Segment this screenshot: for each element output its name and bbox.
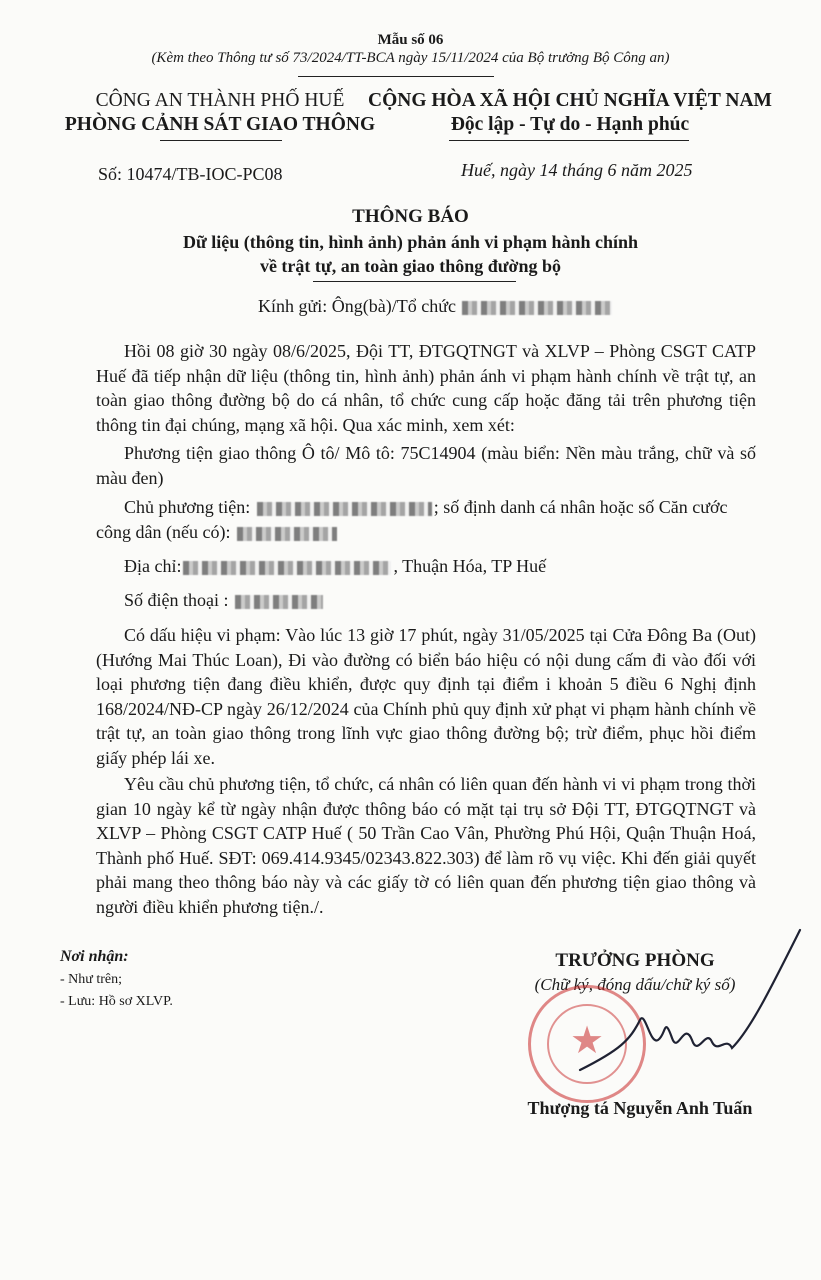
- address-line: [124, 556, 546, 577]
- owner-id-label: công dân (nếu có):: [96, 522, 231, 542]
- redacted-address: [183, 561, 391, 575]
- nation-motto: Độc lập - Tự do - Hạnh phúc: [450, 114, 690, 135]
- signer-name: Thượng tá Nguyễn Anh Tuấn: [527, 1098, 753, 1118]
- divider: [298, 76, 494, 77]
- owner-id-line: [96, 522, 339, 543]
- document-date: Huế, ngày 14 tháng 6 năm 2025: [461, 160, 693, 180]
- document-subtitle: Dữ liệu (thông tin, hình ảnh) phản ánh vi phạm hành chính: [183, 232, 638, 252]
- form-number: Mẫu số 06: [377, 32, 444, 48]
- recipient-label: Kính gửi: Ông(bà)/Tổ chức: [258, 296, 456, 316]
- signature-note: (Chữ ký, đóng dấu/chữ ký số): [534, 975, 736, 994]
- recipient-item: - Như trên;: [60, 972, 123, 987]
- recipients-label: Nơi nhận:: [60, 948, 129, 965]
- owner-line: [124, 497, 727, 518]
- document-number: Số: 10474/TB-IOC-PC08: [98, 164, 283, 184]
- body-paragraph: Hồi 08 giờ 30 ngày 08/6/2025, Đội TT, ĐTGQTNGT và XLVP – Phòng CSGT CATP Huế đã tiếp nhận dữ liệu (thông tin, hình ảnh) phản ánh vi phạm hành chính về trật tự, an toàn giao thông đường bộ do cá nhân, tổ chức cung cấp hoặc đăng tải trên phương tiện thông tin đại chúng, mạng xã hội. Qua xác minh, xem xét:: [96, 341, 756, 435]
- form-attachment-note: (Kèm theo Thông tư số 73/2024/TT-BCA ngày 15/11/2024 của Bộ trưởng Bộ Công an): [151, 50, 670, 66]
- redacted-phone: [235, 595, 323, 609]
- request-paragraph: Yêu cầu chủ phương tiện, tổ chức, cá nhân có liên quan đến hành vi vi phạm trong thời gian 10 ngày kể từ ngày nhận được thông báo có mặt tại trụ sở Đội TT, ĐTGQTNGT và XLVP – Phòng CSGT CATP Huế ( 50 Trần Cao Vân, Phường Phú Hội, Quận Thuận Hoá, Thành phố Huế. SĐT: 069.414.9345/02343.822.303) để làm rõ vụ việc. Khi đến giải quyết phải mang theo thông báo này và các giấy tờ có liên quan đến phương tiện giao thông và người điều khiển phương tiện./.: [96, 774, 756, 917]
- vehicle-paragraph: Phương tiện giao thông Ô tô/ Mô tô: 75C14904 (màu biển: Nền màu trắng, chữ và số màu đen): [96, 443, 756, 488]
- department-name: PHÒNG CẢNH SÁT GIAO THÔNG: [64, 114, 376, 135]
- phone-label: Số điện thoại :: [124, 590, 229, 610]
- address-city: , Thuận Hóa, TP Huế: [393, 556, 547, 576]
- violation-paragraph: Có dấu hiệu vi phạm: Vào lúc 13 giờ 17 phút, ngày 31/05/2025 tại Cửa Đông Ba (Out) (Hướng Mai Thúc Loan), Đi vào đường có biển báo hiệu có nội dung cấm đi vào đối với loại phương tiện đang điều khiển, được quy định tại điểm i khoản 5 điều 6 Nghị định 168/2024/NĐ-CP ngày 26/12/2024 của Chính phủ quy định xử phạt vi phạm hành chính về trật tự, an toàn giao thông trong lĩnh vực giao thông đường bộ; trừ điểm, phục hồi điểm giấy phép lái xe.: [96, 625, 756, 768]
- divider: [313, 281, 516, 282]
- redacted-id: [237, 527, 337, 541]
- phone-line: [124, 590, 325, 611]
- document-subtitle: về trật tự, an toàn giao thông đường bộ: [259, 256, 562, 276]
- redacted-owner: [257, 502, 432, 516]
- address-label: Địa chỉ:: [124, 556, 182, 576]
- redacted-recipient: [462, 301, 612, 315]
- document-title: THÔNG BÁO: [352, 206, 469, 227]
- recipient-line: [258, 296, 614, 317]
- divider: [449, 140, 689, 141]
- recipient-item: - Lưu: Hồ sơ XLVP.: [60, 994, 173, 1009]
- nation-title: CỘNG HÒA XÃ HỘI CHỦ NGHĨA VIỆT NAM: [368, 90, 772, 111]
- signer-title: TRƯỞNG PHÒNG: [555, 950, 715, 971]
- agency-name: CÔNG AN THÀNH PHỐ HUẾ: [95, 90, 345, 111]
- owner-label: Chủ phương tiện:: [124, 497, 251, 517]
- signature-mark: [560, 920, 820, 1090]
- divider: [160, 140, 282, 141]
- official-seal: ★: [528, 985, 646, 1103]
- owner-id-label: ; số định danh cá nhân hoặc số Căn cước: [433, 497, 728, 517]
